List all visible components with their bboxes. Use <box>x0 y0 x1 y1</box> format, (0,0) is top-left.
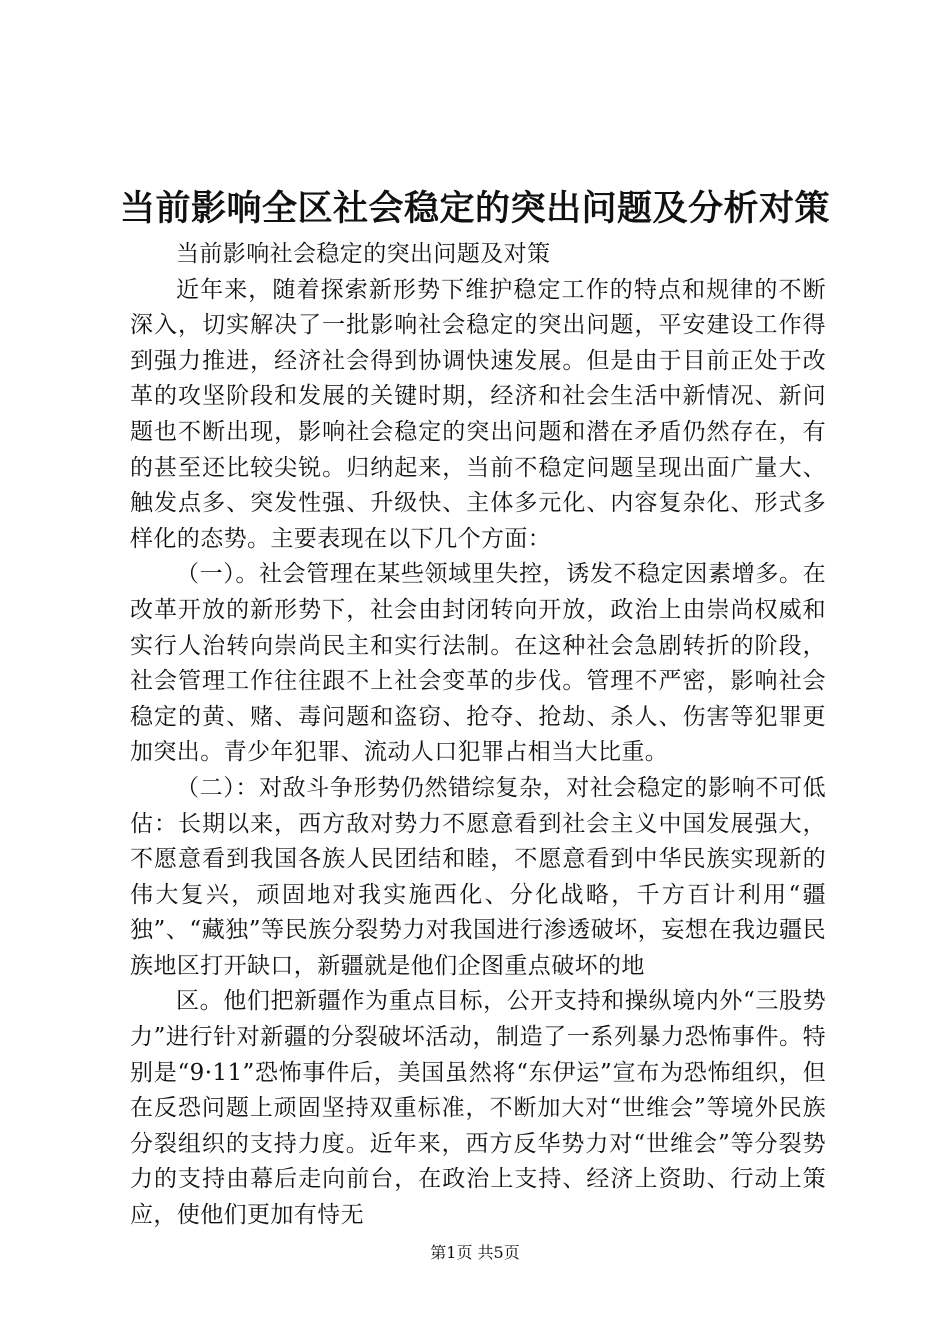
document-body <box>130 237 826 1234</box>
page-number-footer: 第1页 共5页 <box>430 1243 520 1262</box>
section-two-paragraph: （二）：对敌斗争形势仍然错综复杂，对社会稳定的影响不可低估：长期以来，西方敌对势力不愿意看到社会主义中国发展强大，不愿意看到我国各族人民团结和睦，不愿意看到中华民族实现新的伟大复兴，顽固地对我实施西化、分化战略，千方百计利用“疆独”、“藏独”等民族分裂势力对我国进行渗透破坏，妄想在我边疆民族地区打开缺口，新疆就是他们企图重点破坏的地 <box>130 774 826 979</box>
document-title: 当前影响全区社会稳定的突出问题及分析对策 <box>119 188 830 229</box>
intro-paragraph: 近年来，随着探索新形势下维护稳定工作的特点和规律的不断深入，切实解决了一批影响社会稳定的突出问题，平安建设工作得到强力推进，经济社会得到协调快速发展。但是由于目前正处于改革的攻坚阶段和发展的关键时期，经济和社会生活中新情况、新问题也不断出现，影响社会稳定的突出问题和潜在矛盾仍然存在，有的甚至还比较尖锐。归纳起来，当前不稳定问题呈现出面广量大、触发点多、突发性强、升级快、主体多元化、内容复杂化、形式多样化的态势。主要表现在以下几个方面： <box>130 276 826 552</box>
section-one-paragraph: （一）。社会管理在某些领域里失控，诱发不稳定因素增多。在改革开放的新形势下，社会由封闭转向开放，政治上由崇尚权威和实行人治转向崇尚民主和实行法制。在这种社会急剧转折的阶段，社会管理工作往往跟不上社会变革的步伐。管理不严密，影响社会稳定的黄、赌、毒问题和盗窃、抢夺、抢劫、杀人、伤害等犯罪更加突出。青少年犯罪、流动人口犯罪占相当大比重。 <box>130 561 826 766</box>
continuation-paragraph: 区。他们把新疆作为重点目标，公开支持和操纵境内外“三股势力”进行针对新疆的分裂破坏活动，制造了一系列暴力恐怖事件。特别是“9·11”恐怖事件后，美国虽然将“东伊运”宣布为恐怖组织，但在反恐问题上顽固坚持双重标准，不断加大对“世维会”等境外民族分裂组织的支持力度。近年来，西方反华势力对“世维会”等分裂势力的支持由幕后走向前台，在政治上支持、经济上资助、行动上策应，使他们更加有恃无 <box>130 988 826 1229</box>
subtitle-paragraph: 当前影响社会稳定的突出问题及对策 <box>176 241 551 267</box>
